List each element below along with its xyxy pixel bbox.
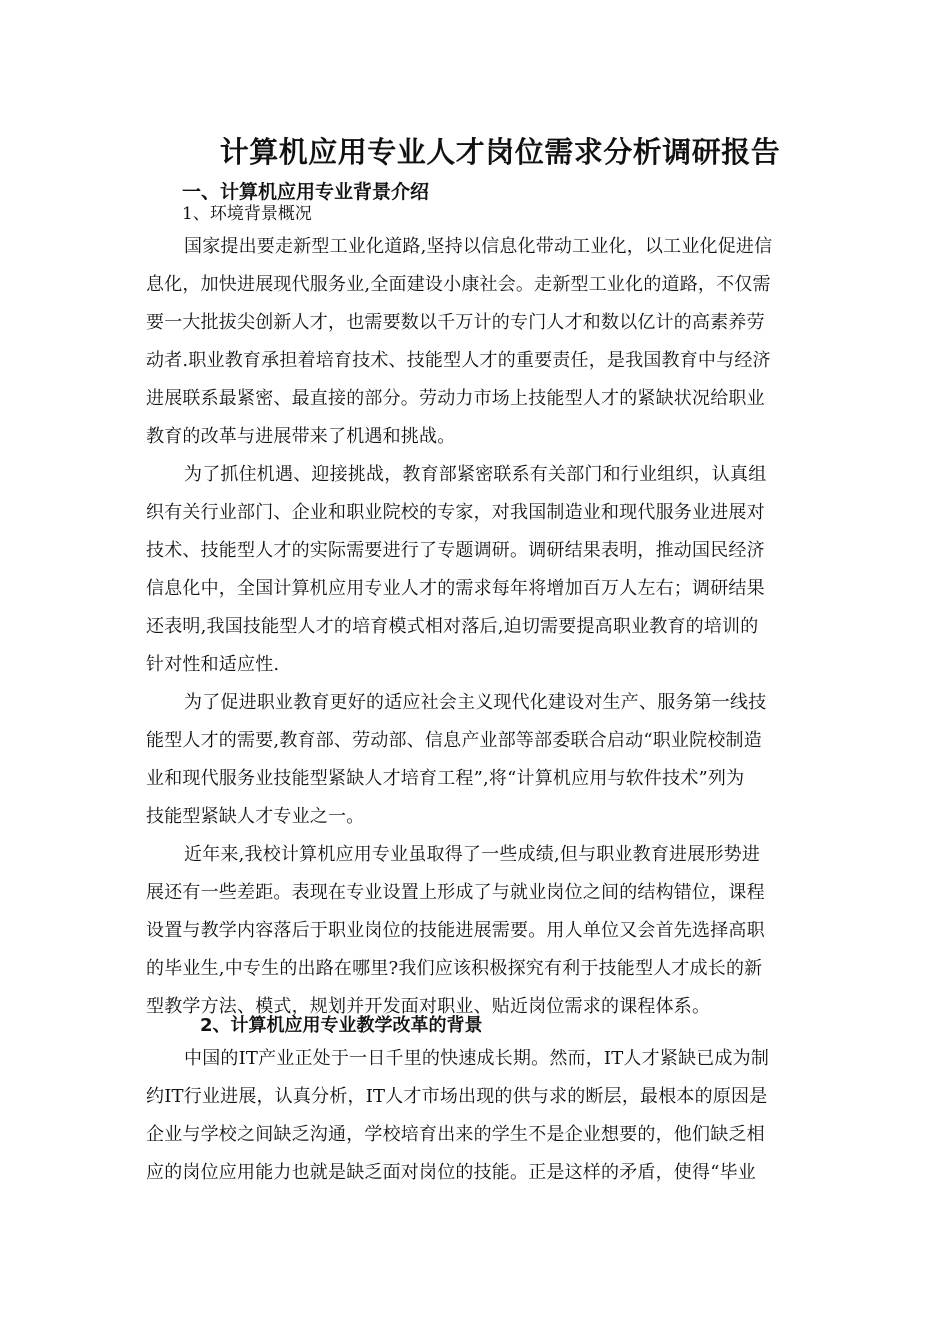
paragraph-line: 息化，加快进展现代服务业,全面建设小康社会。走新型工业化的道路，不仅需 <box>146 274 771 295</box>
paragraph-line: 进展联系最紧密、最直接的部分。劳动力市场上技能型人才的紧缺状况给职业 <box>146 388 765 409</box>
paragraph-line: 业和现代服务业技能型紧缺人才培育工程”,将“计算机应用与软件技术”列为 <box>146 768 745 789</box>
document-title: 计算机应用专业人才岗位需求分析调研报告 <box>219 135 781 169</box>
paragraph <box>146 228 806 456</box>
paragraph-line: 织有关行业部门、企业和职业院校的专家，对我国制造业和现代服务业进展对 <box>146 502 765 523</box>
paragraph <box>146 836 806 1026</box>
paragraph-line: 针对性和适应性. <box>146 654 280 675</box>
section-heading-background: 一、计算机应用专业背景介绍 <box>182 181 430 203</box>
paragraph-line: 教育的改革与进展带来了机遇和挑战。 <box>146 426 456 447</box>
paragraph-line: 应的岗位应用能力也就是缺乏面对岗位的技能。正是这样的矛盾，使得“毕业 <box>146 1162 756 1183</box>
paragraph-line: 还表明,我国技能型人才的培育模式相对落后,迫切需要提高职业教育的培训的 <box>146 616 759 637</box>
paragraph <box>146 456 806 684</box>
section1-body <box>146 228 806 1026</box>
paragraph-line: 技术、技能型人才的实际需要进行了专题调研。调研结果表明，推动国民经济 <box>146 540 765 561</box>
paragraph-line: 的毕业生,中专生的出路在哪里?我们应该积极探究有利于技能型人才成长的新 <box>146 958 763 979</box>
subsection-heading-environment: 1、环境背景概况 <box>182 204 312 224</box>
paragraph-line: 为了抓住机遇、迎接挑战，教育部紧密联系有关部门和行业组织，认真组 <box>184 464 767 485</box>
paragraph-line: 近年来,我校计算机应用专业虽取得了一些成绩,但与职业教育进展形势进 <box>184 844 761 865</box>
section2-body <box>146 1040 806 1192</box>
paragraph-line: 型教学方法、模式，规划并开发面对职业、贴近岗位需求的课程体系。 <box>146 996 711 1017</box>
paragraph-line: 设置与教学内容落后于职业岗位的技能进展需要。用人单位又会首先选择高职 <box>146 920 765 941</box>
paragraph-line: 信息化中，全国计算机应用专业人才的需求每年将增加百万人左右；调研结果 <box>146 578 765 599</box>
paragraph <box>146 1040 806 1192</box>
paragraph-line: 展还有一些差距。表现在专业设置上形成了与就业岗位之间的结构错位，课程 <box>146 882 765 903</box>
paragraph-line: 技能型紧缺人才专业之一。 <box>146 806 365 827</box>
paragraph-line: 动者.职业教育承担着培育技术、技能型人才的重要责任，是我国教育中与经济 <box>146 350 771 371</box>
paragraph-line: 企业与学校之间缺乏沟通，学校培育出来的学生不是企业想要的，他们缺乏相 <box>146 1124 765 1145</box>
paragraph-line: 要一大批拔尖创新人才，也需要数以千万计的专门人才和数以亿计的高素养劳 <box>146 312 765 333</box>
paragraph-line: 中国的IT产业正处于一日千里的快速成长期。然而，IT人才紧缺已成为制 <box>184 1048 770 1069</box>
paragraph-line: 国家提出要走新型工业化道路,坚持以信息化带动工业化，以工业化促进信 <box>184 236 773 257</box>
paragraph <box>146 684 806 836</box>
paragraph-line: 能型人才的需要,教育部、劳动部、信息产业部等部委联合启动“职业院校制造 <box>146 730 762 751</box>
subsection-heading-reform: 2、计算机应用专业教学改革的背景 <box>200 1015 483 1036</box>
paragraph-line: 为了促进职业教育更好的适应社会主义现代化建设对生产、服务第一线技 <box>184 692 767 713</box>
paragraph-line: 约IT行业进展，认真分析，IT人才市场出现的供与求的断层，最根本的原因是 <box>146 1086 768 1107</box>
